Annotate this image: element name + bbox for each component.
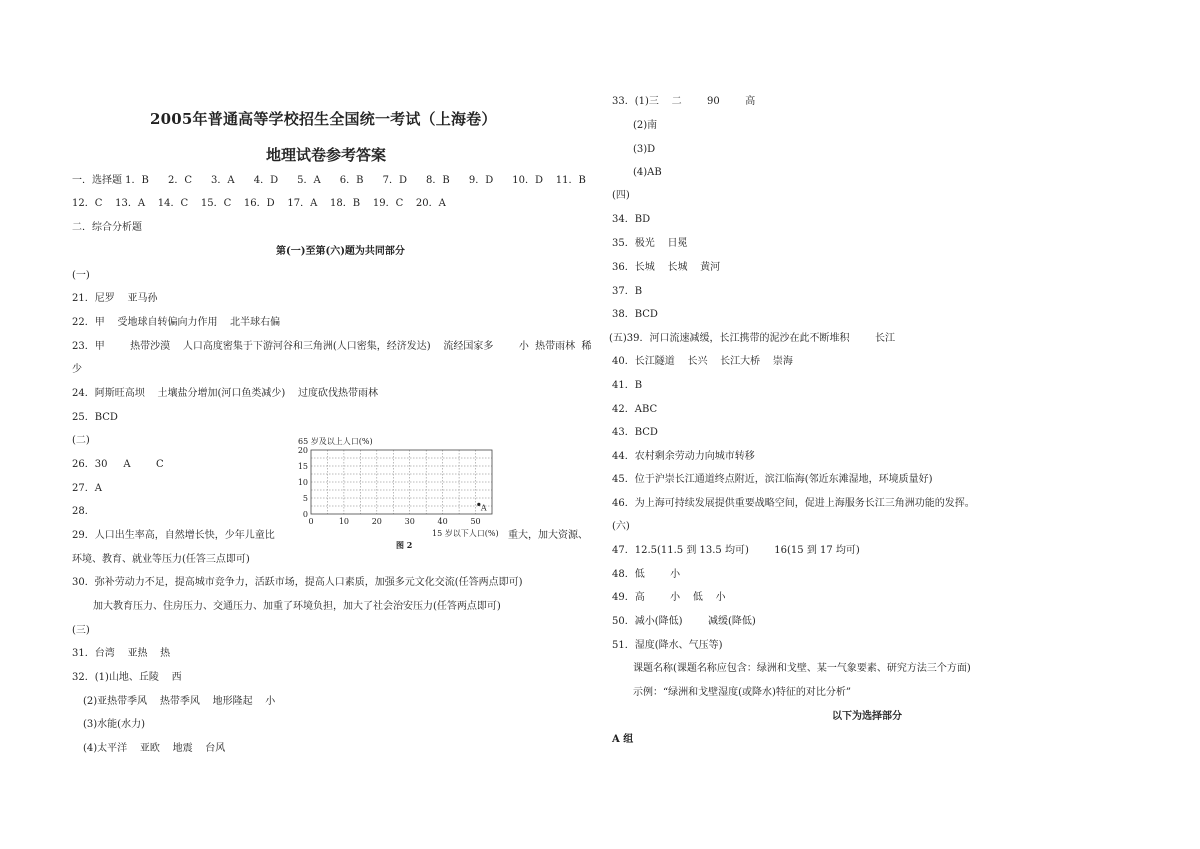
y-tick-label: 5 xyxy=(302,494,308,503)
answer-line: 30．弥补劳动力不足，提高城市竞争力，活跃市场，提高人口素质，加强多元文化交流(任答两点即可) xyxy=(72,577,523,588)
figure-caption: 图 2 xyxy=(396,540,413,550)
x-tick-label: 50 xyxy=(470,517,481,526)
chart-grid xyxy=(311,450,492,514)
answer-line: (3)水能(水力) xyxy=(83,719,145,730)
answer-line: (2)南 xyxy=(633,120,658,131)
answer-line: 42．ABC xyxy=(612,404,658,415)
x-tick-label: 10 xyxy=(338,517,350,526)
answer-line: (4)AB xyxy=(633,167,662,178)
answer-line: 示例：“绿洲和戈壁湿度(或降水)特征的对比分析” xyxy=(633,687,852,698)
answer-line: 21．尼罗 亚马孙 xyxy=(72,293,158,304)
answer-line: 43．BCD xyxy=(612,427,658,438)
answer-line: 28． xyxy=(72,506,95,517)
answer-line: 29．人口出生率高，自然增长快，少年儿童比 xyxy=(72,530,275,541)
section-heading: 以下为选择部分 xyxy=(832,711,902,722)
section-heading: (四) xyxy=(612,190,630,201)
answer-line-continued: 重大，加大资源、 xyxy=(508,530,588,541)
section-heading: 第(一)至第(六)题为共同部分 xyxy=(276,246,405,257)
answer-line: (3)D xyxy=(633,144,656,155)
answer-line: 51．湿度(降水、气压等) xyxy=(612,640,723,651)
answer-line: 32．(1)山地、丘陵 西 xyxy=(72,672,182,683)
section-heading: (一) xyxy=(72,270,90,281)
answer-line: 33．(1)三 二 90 高 xyxy=(612,96,756,107)
answer-line: 36．长城 长城 黄河 xyxy=(612,262,721,273)
answer-line: 34．BD xyxy=(612,214,651,225)
section-heading: 二．综合分析题 xyxy=(72,222,142,233)
section-heading: (六) xyxy=(612,521,630,532)
answer-line: 一．选择题 1．B 2．C 3．A 4．D 5．A 6．B 7．D 8．B 9．D 10．D 11．B xyxy=(72,175,586,186)
answer-line: 44．农村剩余劳动力向城市转移 xyxy=(612,451,755,462)
answer-line: 27．A xyxy=(72,483,102,494)
page-title: 2005年普通高等学校招生全国统一考试（上海卷） xyxy=(150,110,497,128)
y-tick-label: 15 xyxy=(297,462,308,471)
data-point-label: A xyxy=(480,503,487,513)
population-chart xyxy=(296,436,512,552)
y-tick-label: 10 xyxy=(297,478,308,487)
x-tick-label: 20 xyxy=(371,517,382,526)
answer-line: 37．B xyxy=(612,286,643,297)
chart-xlabel: 15 岁以下人口(%) xyxy=(432,529,499,538)
answer-line: 48．低 小 xyxy=(612,569,681,580)
answer-line: 50．减小(降低) 减缓(降低) xyxy=(612,616,756,627)
answer-line: 26．30 A C xyxy=(72,459,164,470)
answer-line: 加大教育压力、住房压力、交通压力、加重了环境负担，加大了社会治安压力(任答两点即可) xyxy=(93,601,501,612)
x-tick-label: 0 xyxy=(308,517,314,526)
answer-line: 41．B xyxy=(612,380,643,391)
answer-line: 12．C 13．A 14．C 15．C 16．D 17．A 18．B 19．C 20．A xyxy=(72,198,446,209)
answer-line: (2)亚热带季风 热带季风 地形隆起 小 xyxy=(83,696,276,707)
answer-line: 22．甲 受地球自转偏向力作用 北半球右偏 xyxy=(72,317,281,328)
answer-line: (五)39．河口流速减缓，长江携带的泥沙在此不断堆积 长江 xyxy=(609,333,895,344)
answer-line: 47．12.5(11.5 到 13.5 均可) 16(15 到 17 均可) xyxy=(612,545,860,556)
x-tick-label: 30 xyxy=(404,517,415,526)
answer-line: 40．长江隧道 长兴 长江大桥 崇海 xyxy=(612,356,793,367)
answer-line: (4)太平洋 亚欧 地震 台风 xyxy=(83,743,226,754)
section-heading: (三) xyxy=(72,625,90,636)
page-subtitle: 地理试卷参考答案 xyxy=(266,146,387,164)
answer-line: 课题名称(课题名称应包含：绿洲和戈壁、某一气象要素、研究方法三个方面) xyxy=(633,663,971,674)
y-tick-label: 20 xyxy=(297,446,308,455)
answer-line: 46．为上海可持续发展提供重要战略空间，促进上海服务长江三角洲功能的发挥。 xyxy=(612,498,975,509)
chart-ylabel: 65 岁及以上人口(%) xyxy=(298,437,373,446)
answer-line: 31．台湾 亚热 热 xyxy=(72,648,171,659)
answer-line: 38．BCD xyxy=(612,309,658,320)
answer-line: 25．BCD xyxy=(72,412,118,423)
answer-line: 45．位于沪崇长江通道终点附近，滨江临海(邻近东滩湿地，环境质量好) xyxy=(612,474,933,485)
y-tick-label: 0 xyxy=(302,510,308,519)
section-heading: A 组 xyxy=(612,734,634,745)
answer-line: 49．高 小 低 小 xyxy=(612,592,726,603)
answer-line: 24．阿斯旺高坝 土壤盐分增加(河口鱼类减少) 过度砍伐热带雨林 xyxy=(72,388,378,399)
answer-line: 环境、教育、就业等压力(任答三点即可) xyxy=(72,554,250,565)
x-tick-label: 40 xyxy=(437,517,448,526)
answer-line: 少 xyxy=(72,364,82,375)
section-heading: (二) xyxy=(72,435,90,446)
answer-line: 35．极光 日冕 xyxy=(612,238,688,249)
answer-line: 23．甲 热带沙漠 人口高度密集于下游河谷和三角洲(人口密集，经济发达) 流经国家多 小 热带雨林 稀 xyxy=(72,341,592,352)
